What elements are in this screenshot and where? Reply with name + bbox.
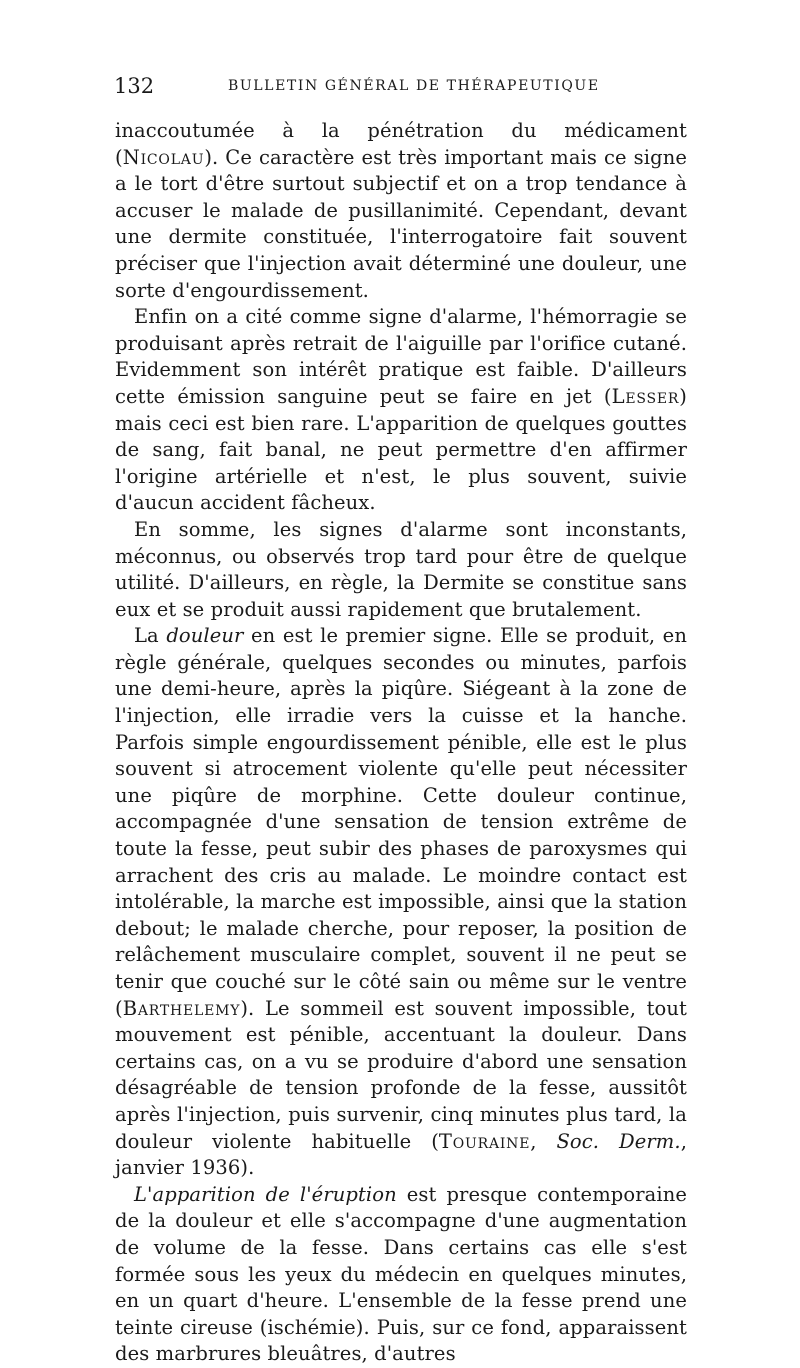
author-citation: Touraine (438, 1129, 531, 1153)
paragraph-text: ). Le sommeil est souvent impossible, tout mouvement est pénible, accentuant la douleur. Dans certains cas, on a vu se produire d'abord une sensation désagréable de tension profonde de la fesse, aussitôt après l'injection, puis survenir, cinq minutes plus tard, la douleur violente habituelle ( (115, 996, 687, 1153)
paragraph-text: est presque contemporaine de la douleur et elle s'accompagne d'une augmentation de volume de la fesse. Dans certains cas elle s'est formée sous les yeux du médecin en quelques minutes, en un quart d'heure. L'ensemble de la fesse prend une teinte cireuse (ischémie). Puis, sur ce fond, apparaissent des marbrures bleuâtres, d'autres (115, 1182, 687, 1366)
running-head: BULLETIN GÉNÉRAL DE THÉRAPEUTIQUE (228, 78, 600, 94)
paragraph-text: inaccoutumée à la pénétration du médicament ( (115, 119, 687, 169)
italic-term: douleur (166, 624, 244, 648)
paragraph-text: La (134, 624, 167, 648)
paragraph-text: Enfin on a cité comme signe d'alarme, l'hémorragie se produisant après retrait de l'aiguille par l'orifice cutané. Evidemment son intérêt pratique est faible. D'ailleurs cette émission sanguine peut se faire en jet ( (115, 305, 687, 408)
paragraph-text: en est le premier signe. Elle se produit, en règle générale, quelques secondes ou minutes, parfois une demi-heure, après la piqûre. Siégeant à la zone de l'injection, elle irradie vers la cuisse et la hanche. Parfois simple engourdissement pénible, elle est le plus souvent si atrocement violente qu'elle peut nécessiter une piqûre de morphine. Cette douleur continue, accompagnée d'une sensation de tension extrême de toute la fesse, peut subir des phases de paroxysmes qui arrachent des cris au malade. Le moindre contact est intolérable, la marche est impossible, ainsi que la station debout; le malade cherche, pour reposer, la position de relâchement musculaire complet, souvent il ne peut se tenir que couché sur le côté sain ou même sur le ventre ( (115, 624, 687, 1020)
page-number: 132 (114, 74, 155, 98)
author-citation: Barthelemy (122, 996, 241, 1020)
page-body (115, 118, 687, 1368)
paragraph-eruption (115, 1182, 687, 1368)
paragraph-pain (115, 623, 687, 1181)
journal-citation: Soc. Derm. (556, 1129, 681, 1153)
paragraph-hemorrhage (115, 304, 687, 517)
author-citation: Nicolau (122, 145, 205, 169)
paragraph-text: En somme, les signes d'alarme sont inconstants, méconnus, ou observés trop tard pour être de quelque utilité. D'ailleurs, en règle, la Dermite se constitue sans eux et se produit aussi rapidement que brutalement. (115, 517, 687, 621)
page-header (114, 74, 689, 104)
author-citation: Lesser (611, 384, 680, 408)
paragraph-text: ) mais ceci est bien rare. L'apparition de quelques gouttes de sang, fait banal, ne peut permettre d'en affirmer l'origine artérielle et n'est, le plus souvent, suivie d'aucun accident fâcheux. (115, 384, 687, 515)
paragraph-summary (115, 517, 687, 623)
paragraph-text: , janvier 1936). (115, 1129, 687, 1180)
italic-term: L'apparition de l'éruption (134, 1182, 397, 1206)
paragraph-text: ). Ce caractère est très important mais ce signe a le tort d'être surtout subjectif et on a trop tendance à accuser le malade de pusillanimité. Cependant, devant une dermite constituée, l'interrogatoire fait souvent préciser que l'injection avait déterminé une douleur, une sorte d'engourdissement. (115, 145, 687, 302)
paragraph-continuation (115, 118, 687, 304)
paragraph-text: , (530, 1129, 557, 1153)
